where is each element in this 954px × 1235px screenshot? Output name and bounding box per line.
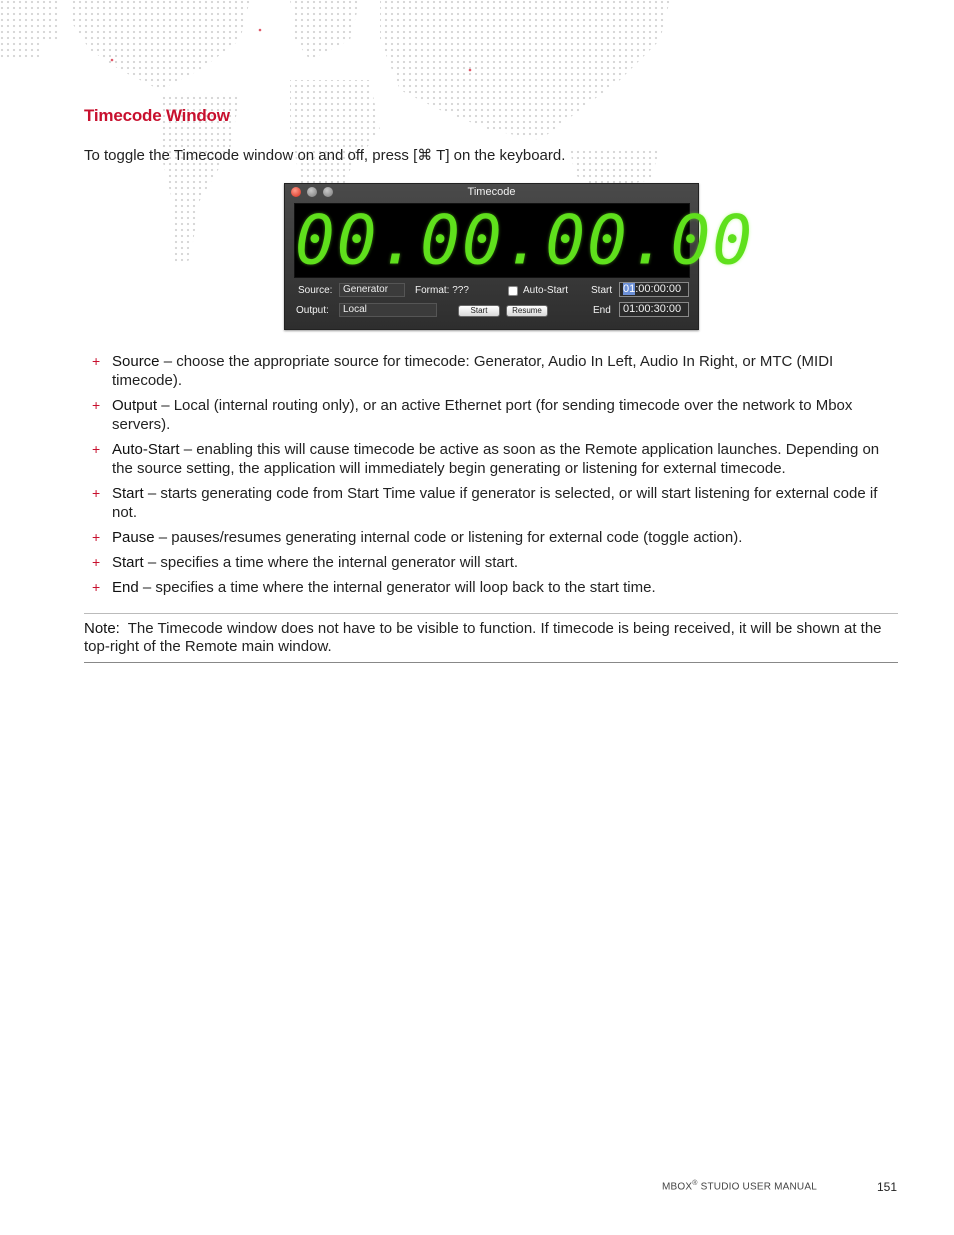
window-titlebar [285,184,698,202]
start-time-label: Start [591,285,613,296]
option-list [84,352,898,603]
plus-icon: + [92,353,101,369]
plus-icon: + [92,397,101,413]
item-text: – pauses/resumes generating internal code or listening for external code (toggle action). [154,529,743,546]
item-text: – specifies a time where the internal generator will loop back to the start time. [138,579,656,596]
window-title: Timecode [467,186,516,198]
note-text: The Timecode window does not have to be visible to function. If timecode is being received, it will be shown at the top-right of the Remote main window. [84,620,882,655]
timecode-window [284,183,755,330]
source-label: Source: [298,285,333,296]
item-text: – choose the appropriate source for timecode: Generator, Audio In Left, Audio In Right, or MTC (MIDI timecode). [112,353,834,389]
item-term: Start [112,485,144,502]
list-item [84,528,898,547]
footer-product: MBOX [662,1181,693,1193]
note-box [84,613,898,663]
resume-button[interactable]: Resume [506,305,548,317]
registered-mark: ® [692,1180,698,1187]
start-time-selected: 01 [623,283,636,295]
output-label: Output: [296,305,329,316]
plus-icon: + [92,579,101,595]
footer-manual: STUDIO USER MANUAL [697,1181,817,1193]
list-item [84,396,898,434]
item-term: Source [112,353,160,370]
item-term: Pause [112,529,155,546]
list-item [84,440,898,478]
plus-icon: + [92,529,101,545]
auto-start-checkbox[interactable] [508,286,518,296]
list-item [84,352,898,390]
start-time-field[interactable] [619,282,689,297]
item-term: Auto-Start [112,441,180,458]
plus-icon: + [92,554,101,570]
output-select[interactable]: Local [339,303,437,317]
item-text: – specifies a time where the internal generator will start. [143,554,519,571]
source-select[interactable]: Generator [339,283,405,297]
note-label: Note: [84,620,120,637]
plus-icon: + [92,485,101,501]
end-time-label: End [593,305,611,316]
page-number: 151 [877,1180,898,1194]
plus-icon: + [92,441,101,457]
intro-text: To toggle the Timecode window on and off, press [⌘ T] on the keyboard. [84,147,566,164]
timecode-digits: 00.00.00.00 [295,201,755,280]
section-heading: Timecode Window [84,106,230,125]
list-item [84,578,898,597]
item-text: – enabling this will cause timecode be active as soon as the Remote application launches. Depending on the source setting, the application will immediately begin generating or listening for external timecode. [112,441,880,477]
auto-start-label: Auto-Start [523,285,569,296]
timecode-display [294,201,755,280]
start-time-rest: :00:00:00 [635,283,682,295]
item-term: Output [112,397,158,414]
format-label: Format: ??? [415,285,469,296]
footer-manual-title [662,1180,817,1192]
start-button[interactable]: Start [458,305,500,317]
item-text: – Local (internal routing only), or an active Ethernet port (for sending timecode over the network to Mbox servers). [112,397,853,433]
item-term: End [112,579,139,596]
list-item [84,484,898,522]
end-time-field[interactable]: 01:00:30:00 [619,302,689,317]
item-text: – starts generating code from Start Time value if generator is selected, or will start listening for external code if not. [112,485,878,521]
list-item [84,553,898,572]
item-term: Start [112,554,144,571]
